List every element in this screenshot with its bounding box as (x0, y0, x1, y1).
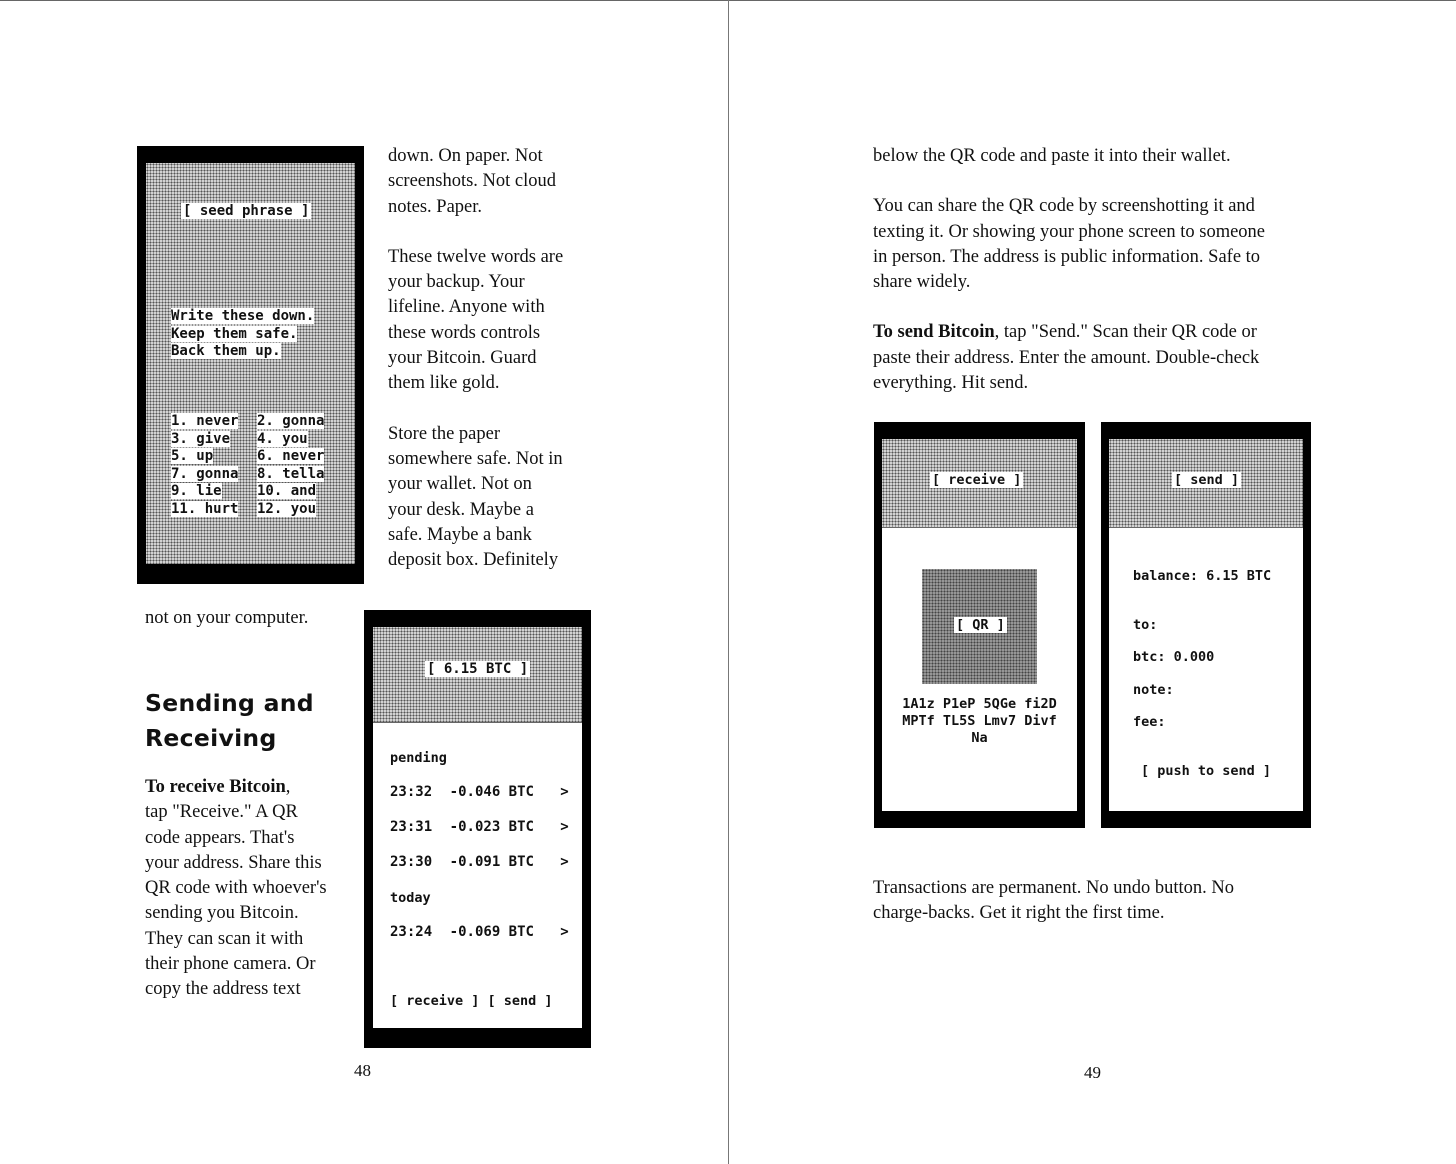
send-header (1109, 439, 1303, 528)
seed-message-line: Write these down. (171, 308, 315, 324)
page-number-right: 49 (1084, 1063, 1101, 1082)
address-line: 1A1z P1eP 5QGe fi2D (902, 696, 1057, 712)
send-screen (1109, 439, 1303, 811)
seed-word: 11. hurt (171, 500, 239, 517)
qr-code (922, 569, 1037, 684)
receive-title: [ receive ] (932, 472, 1022, 488)
address-line: MPTf TL5S Lmv7 Divf (902, 712, 1057, 729)
today-label: today (390, 890, 431, 906)
pending-label: pending (390, 750, 447, 766)
wallet-screen (373, 627, 582, 1028)
paragraph-send: To send Bitcoin, tap "Send." Scan their QR code or paste their address. Enter the amount. Double-check everything. Hit send. (873, 322, 1260, 394)
seed-word: 4. you (257, 430, 308, 447)
send-to-field[interactable]: to: (1133, 617, 1158, 633)
section-heading: Sending and Receiving (145, 689, 314, 752)
seed-phrase-phone (137, 146, 364, 584)
seed-word-list (171, 413, 343, 518)
seed-word: 9. lie (171, 483, 222, 499)
paragraph-write-down: down. On paper. Not screenshots. Not cloud notes. Paper. (388, 146, 557, 217)
tx-amount: -0.046 BTC (449, 784, 534, 800)
page-number-left: 48 (354, 1061, 371, 1080)
seed-word: 10. and (257, 483, 317, 499)
bitcoin-address[interactable] (882, 696, 1077, 746)
chevron-right-icon: > (560, 924, 569, 940)
transaction-row[interactable] (390, 854, 570, 870)
paragraph-backup: These twelve words are your backup. Your lifeline. Anyone with these words controls your Bitcoin. Guard them like gold. (388, 246, 564, 394)
wallet-actions[interactable]: [ receive ] [ send ] (390, 993, 553, 1009)
paragraph-permanent: Transactions are permanent. No undo button. No charge-backs. Get it right the first time. (873, 878, 1235, 924)
seed-phrase-title: [ seed phrase ] (183, 203, 310, 219)
tx-time: 23:30 (390, 854, 433, 870)
address-line: Na (971, 729, 988, 746)
paragraph-share: You can share the QR code by screenshotting it and texting it. Or showing your phone screen to someone in person. The address is public information. Safe to share widely. (873, 196, 1266, 293)
right-page-text-top (873, 144, 1323, 421)
chevron-right-icon: > (560, 819, 569, 835)
paragraph-receive: To receive Bitcoin, tap "Receive." A QR code appears. That's your address. Share this QR code with whoever's sending you Bitcoin. They can scan it with their phone camera. Or copy the address text (145, 777, 327, 1000)
seed-advice-text (388, 144, 598, 598)
seed-message-line: Keep them safe. (171, 325, 298, 342)
paragraph-paste: below the QR code and paste it into their wallet. (873, 146, 1231, 166)
send-balance: balance: 6.15 BTC (1133, 568, 1272, 584)
tx-time: 23:31 (390, 819, 433, 835)
seed-word: 6. never (257, 448, 325, 464)
wallet-header (373, 627, 582, 723)
tx-time: 23:24 (390, 924, 433, 940)
paragraph-store: Store the paper somewhere safe. Not in your wallet. Not on your desk. Maybe a safe. Maybe a bank deposit box. Definitely (388, 423, 563, 571)
tx-time: 23:32 (390, 784, 433, 800)
seed-word: 8. tella (257, 465, 325, 482)
seed-word: 2. gonna (257, 413, 325, 429)
qr-label: [ QR ] (956, 617, 1005, 633)
seed-word: 12. you (257, 500, 317, 517)
seed-word: 5. up (171, 448, 214, 464)
wallet-phone (364, 610, 591, 1048)
send-note-field[interactable]: note: (1133, 682, 1174, 698)
seed-word: 3. give (171, 430, 231, 447)
tx-amount: -0.091 BTC (449, 854, 534, 870)
chevron-right-icon: > (560, 784, 569, 800)
transaction-row[interactable] (390, 784, 570, 800)
seed-phrase-message (171, 308, 314, 361)
seed-message-line: Back them up. (171, 343, 281, 359)
receive-screen (882, 439, 1077, 811)
send-phone (1101, 422, 1311, 828)
chevron-right-icon: > (560, 854, 569, 870)
book-gutter (728, 0, 729, 1164)
tx-amount: -0.069 BTC (449, 924, 534, 940)
wallet-balance: [ 6.15 BTC ] (427, 661, 529, 677)
paragraph-computer: not on your computer. (145, 608, 309, 628)
send-fee-field[interactable]: fee: (1133, 714, 1166, 730)
receive-header (882, 439, 1077, 528)
push-to-send-button[interactable]: [ push to send ] (1141, 763, 1272, 779)
tx-amount: -0.023 BTC (449, 819, 534, 835)
transaction-row[interactable] (390, 819, 570, 835)
send-amount-field[interactable]: btc: 0.000 (1133, 649, 1215, 665)
transaction-row[interactable] (390, 924, 570, 940)
seed-phrase-screen (146, 163, 355, 564)
send-title: [ send ] (1174, 472, 1240, 488)
seed-word: 7. gonna (171, 465, 239, 482)
seed-word: 1. never (171, 413, 239, 429)
receive-phone (874, 422, 1085, 828)
